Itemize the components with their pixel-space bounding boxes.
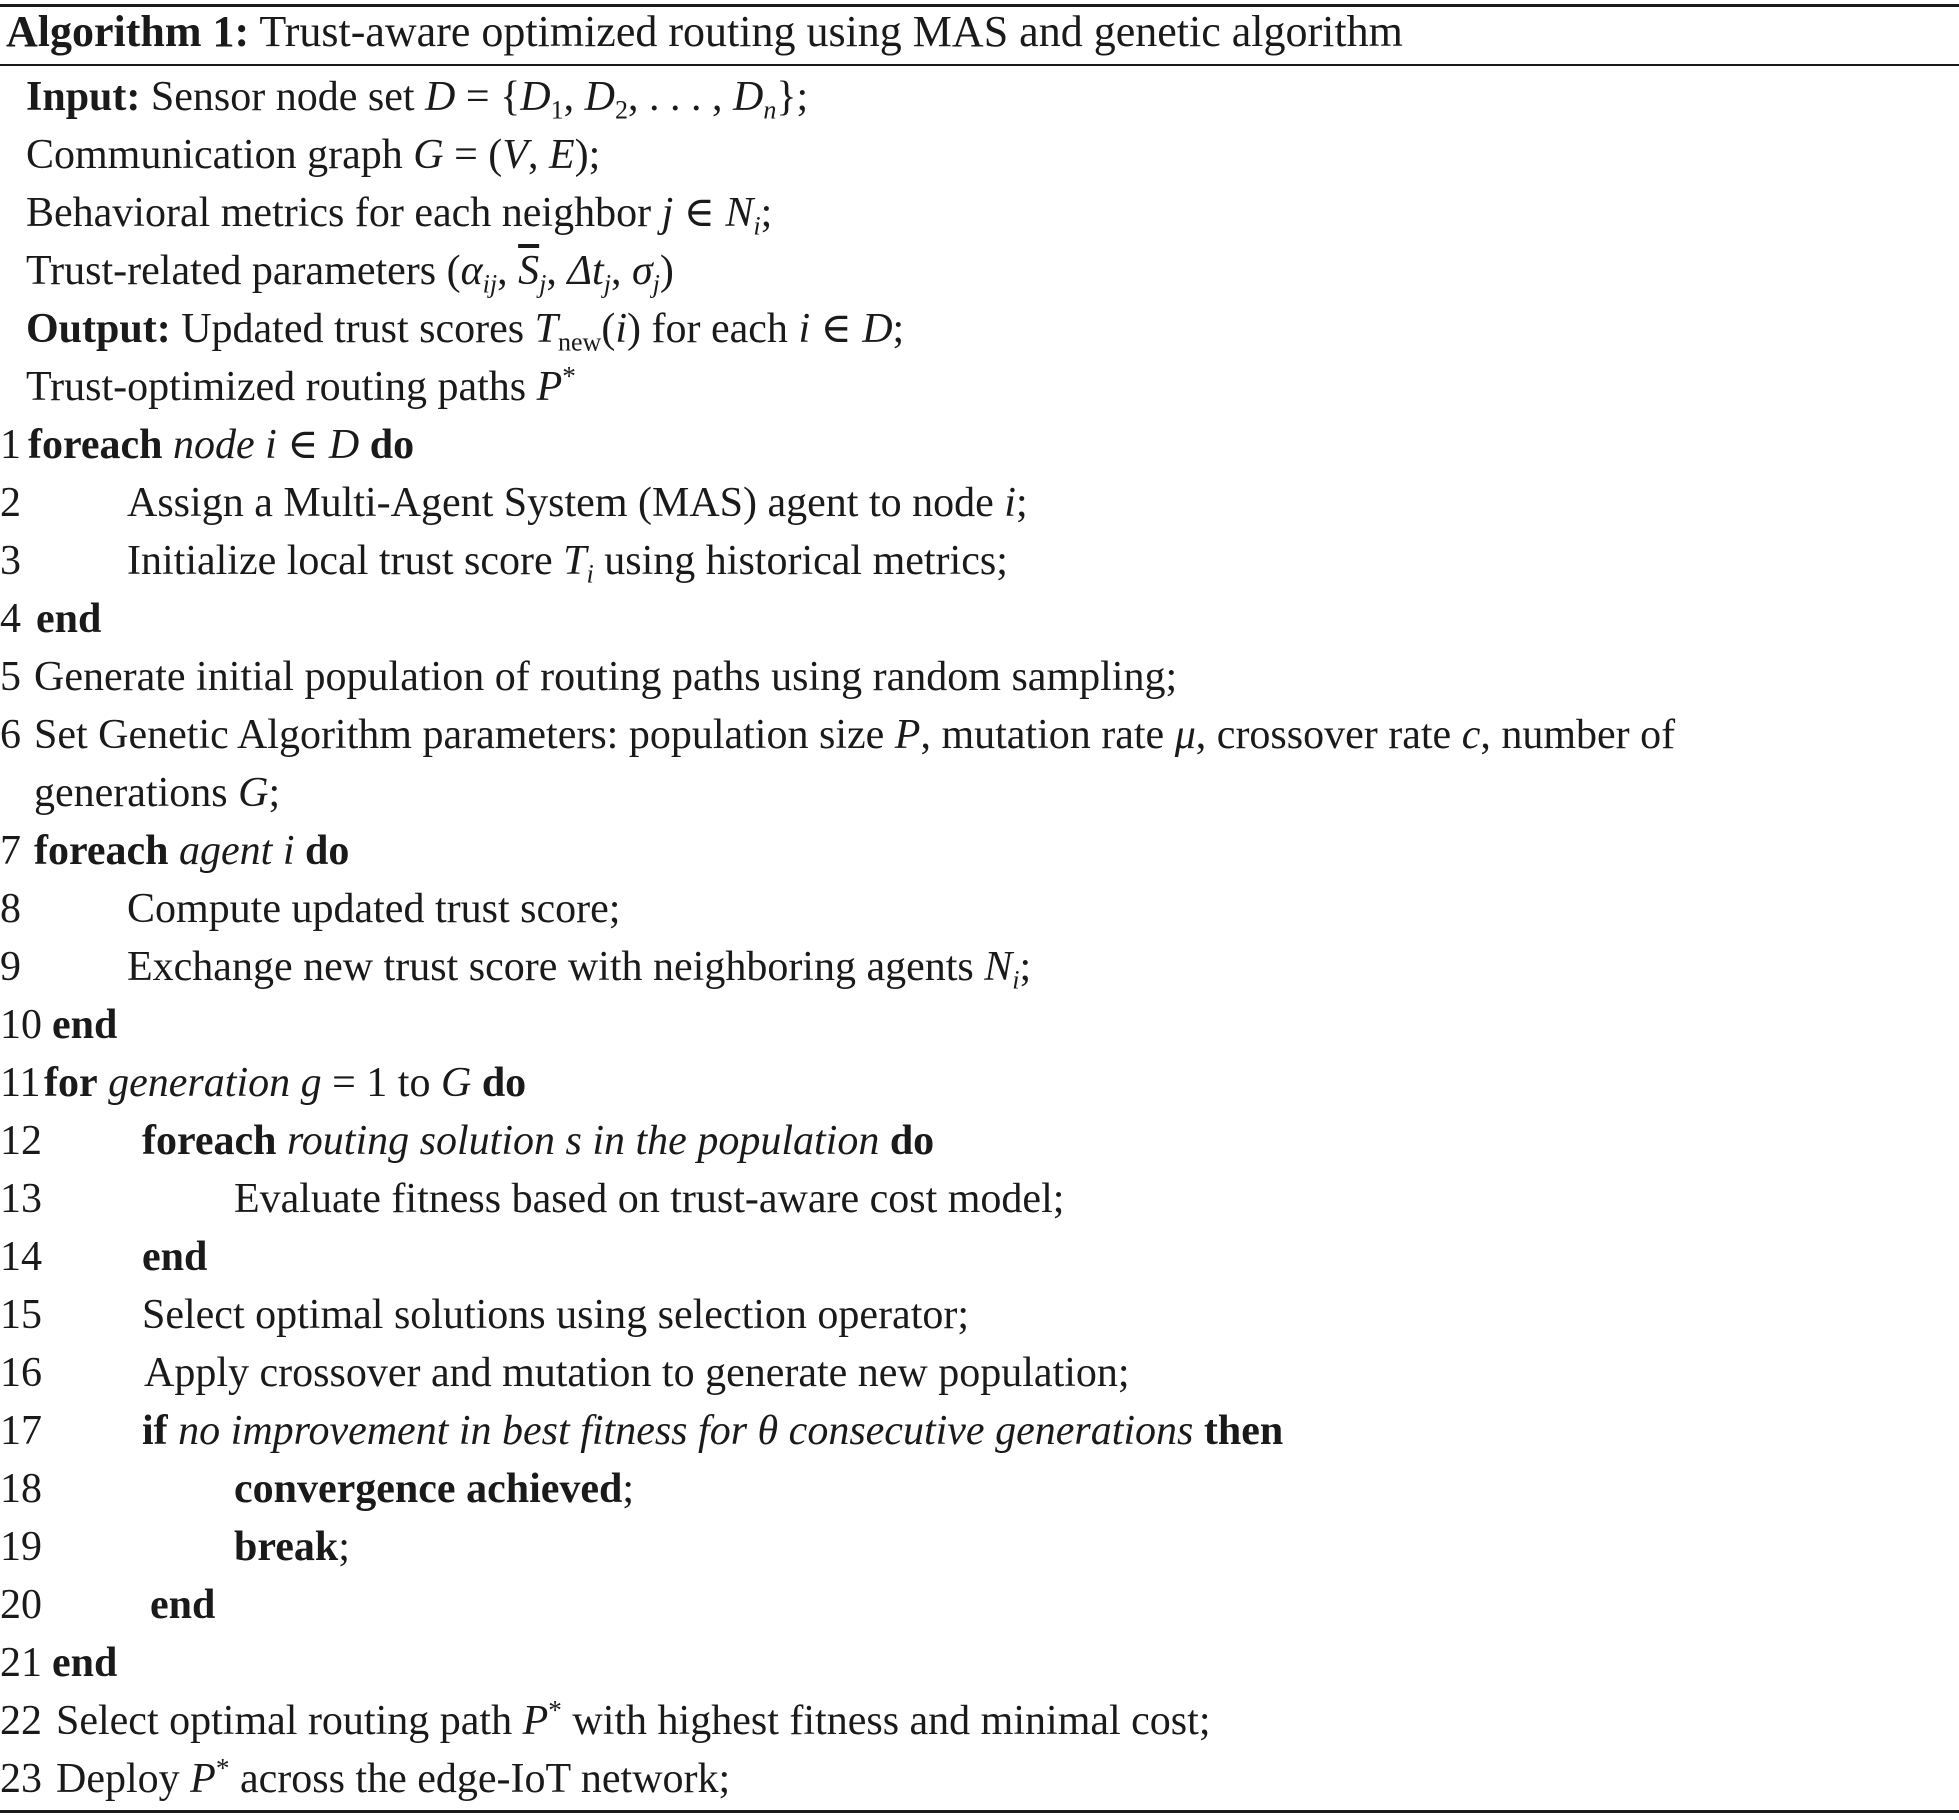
line-number: 19 <box>0 1524 42 1570</box>
line-number: 9 <box>0 944 21 990</box>
algorithm-caption: Trust-aware optimized routing using MAS and genetic algorithm <box>249 7 1403 56</box>
algorithm-title <box>6 2 1403 62</box>
line-number: 5 <box>0 654 21 700</box>
line-number: 4 <box>0 596 21 642</box>
line-number: 16 <box>0 1350 42 1396</box>
header-rule <box>0 64 1959 66</box>
line-number: 15 <box>0 1292 42 1338</box>
line-number: 14 <box>0 1234 42 1280</box>
line-number: 13 <box>0 1176 42 1222</box>
line-number: 8 <box>0 886 21 932</box>
line-number: 18 <box>0 1466 42 1512</box>
line-number: 1 <box>0 422 21 468</box>
line-number: 17 <box>0 1408 42 1454</box>
line-number: 22 <box>0 1698 42 1744</box>
line-number: 6 <box>0 712 21 758</box>
line-number: 3 <box>0 538 21 584</box>
bottom-rule <box>0 1810 1959 1813</box>
line-number: 7 <box>0 828 21 874</box>
line-number: 11 <box>0 1060 41 1106</box>
line-number: 2 <box>0 480 21 526</box>
line-number: 10 <box>0 1002 42 1048</box>
line-number: 23 <box>0 1756 42 1802</box>
line-number: 21 <box>0 1640 42 1686</box>
line-number: 20 <box>0 1582 42 1628</box>
line-number: 12 <box>0 1118 42 1164</box>
algorithm-label: Algorithm 1: <box>6 7 250 56</box>
